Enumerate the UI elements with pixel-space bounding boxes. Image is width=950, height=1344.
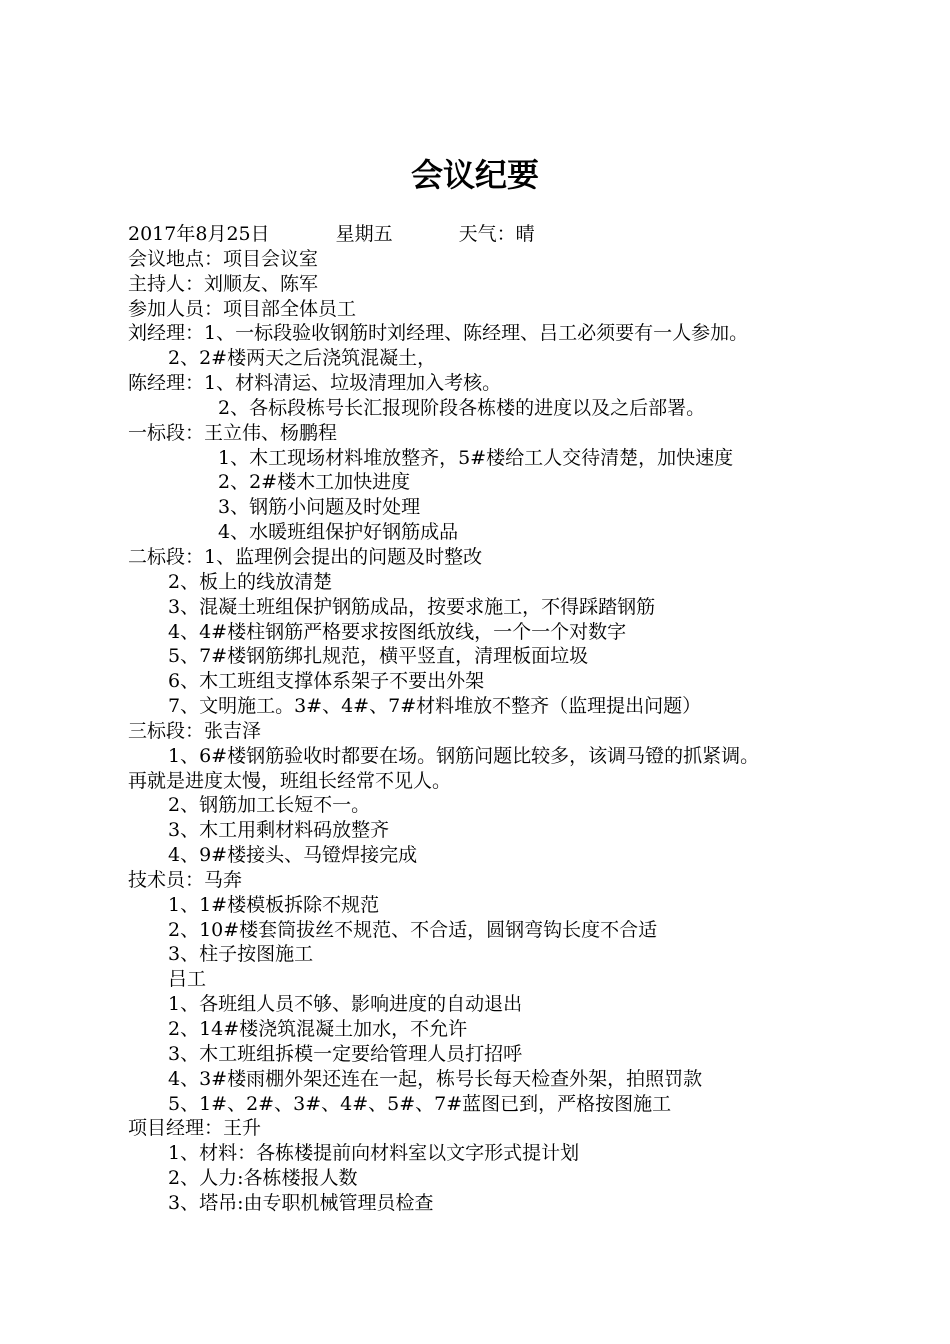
meeting-attendees: 参加人员：项目部全体员工	[128, 297, 357, 320]
section1-heading: 一标段：王立伟、杨鹏程	[128, 421, 338, 444]
section2-heading: 二标段：1、监理例会提出的问题及时整改	[128, 545, 483, 568]
lv-item: 1、各班组人员不够、影响进度的自动退出	[168, 993, 523, 1016]
tech-heading: 技术员：马奔	[128, 868, 243, 891]
pm-item: 3、塔吊:由专职机械管理员检查	[168, 1191, 434, 1214]
section3-item: 4、9#楼接头、马镫焊接完成	[168, 844, 418, 867]
pm-item: 1、材料：各栋楼提前向材料室以文字形式提计划	[168, 1142, 580, 1165]
section3-item: 2、钢筋加工长短不一。	[168, 794, 371, 817]
meeting-weather: 天气：晴	[458, 223, 535, 245]
meeting-header-line	[128, 222, 828, 247]
section3-item: 3、木工用剩材料码放整齐	[168, 819, 390, 842]
lv-item: 2、14#楼浇筑混凝土加水，不允许	[168, 1018, 468, 1040]
section3-item-1: 1、6#楼钢筋验收时都要在场。钢筋问题比较多，该调马镫的抓紧调。	[168, 744, 760, 767]
tech-item: 3、柱子按图施工	[168, 943, 314, 966]
section2-item: 4、4#楼柱钢筋严格要求按图纸放线，一个一个对数字	[168, 620, 627, 643]
liu-item-1: 刘经理：1、一标段验收钢筋时刘经理、陈经理、吕工必须要有一人参加。	[128, 322, 749, 345]
section2-item: 5、7#楼钢筋绑扎规范，横平竖直，清理板面垃圾	[168, 645, 589, 668]
chen-item-1: 陈经理：1、材料清运、垃圾清理加入考核。	[128, 372, 502, 395]
lv-heading: 吕工	[168, 968, 207, 991]
lv-item: 4、3#楼雨棚外架还连在一起，栋号长每天检查外架，拍照罚款	[168, 1067, 703, 1090]
section1-item: 2、2#楼木工加快进度	[218, 471, 411, 494]
section2-item: 6、木工班组支撑体系架子不要出外架	[168, 670, 485, 693]
tech-item: 2、10#楼套筒拔丝不规范、不合适，圆钢弯钩长度不合适	[168, 918, 658, 941]
section1-item: 1、木工现场材料堆放整齐，5#楼给工人交待清楚，加快速度	[218, 446, 734, 469]
section2-item: 2、板上的线放清楚	[168, 570, 333, 593]
meeting-date: 2017年8月25日	[128, 223, 270, 245]
chen-item-2: 2、各标段栋号长汇报现阶段各栋楼的进度以及之后部署。	[218, 396, 706, 419]
lv-item: 3、木工班组拆模一定要给管理人员打招呼	[168, 1042, 523, 1065]
section2-item: 3、混凝土班组保护钢筋成品，按要求施工，不得踩踏钢筋	[168, 595, 656, 618]
section3-item-1-continued: 再就是进度太慢，班组长经常不见人。	[128, 769, 452, 792]
document-body	[128, 222, 828, 1216]
pm-item: 2、人力:各栋楼报人数	[168, 1167, 358, 1190]
liu-item-2: 2、2#楼两天之后浇筑混凝土，	[168, 347, 437, 370]
section3-heading: 三标段：张吉泽	[128, 719, 262, 742]
meeting-host: 主持人：刘顺友、陈军	[128, 272, 319, 295]
page-title: 会议纪要	[410, 156, 539, 194]
meeting-location: 会议地点：项目会议室	[128, 247, 319, 270]
tech-item: 1、1#楼模板拆除不规范	[168, 893, 380, 916]
meeting-weekday: 星期五	[335, 223, 393, 245]
section1-item: 3、钢筋小问题及时处理	[218, 496, 421, 519]
section1-item: 4、水暖班组保护好钢筋成品	[218, 521, 459, 544]
section2-item: 7、文明施工。3#、4#、7#材料堆放不整齐（监理提出问题）	[168, 695, 702, 718]
pm-heading: 项目经理：王升	[128, 1117, 262, 1140]
lv-item: 5、1#、2#、3#、4#、5#、7#蓝图已到，严格按图施工	[168, 1092, 672, 1115]
